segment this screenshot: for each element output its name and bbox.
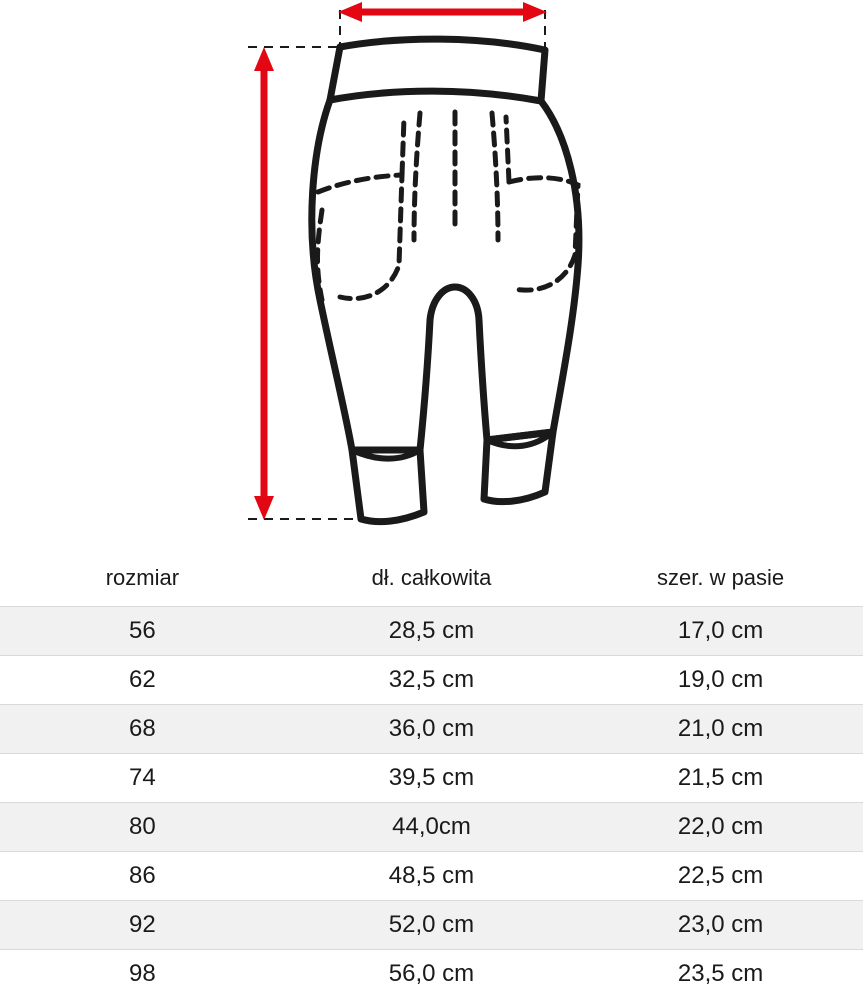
table-row [0,607,863,656]
pocket-stitching [318,112,579,300]
cell-size: 80 [0,803,285,852]
cell-length: 32,5 cm [285,656,578,705]
cell-size: 98 [0,950,285,999]
column-header-waist [578,550,863,607]
cell-waist: 17,0 cm [578,607,863,656]
cell-waist: 21,0 cm [578,705,863,754]
total-length-arrow [254,47,274,520]
cell-size: 92 [0,901,285,950]
column-header-length-label: dł. całkowita [371,565,492,590]
cell-length: 56,0 cm [285,950,578,999]
pants-outline [312,39,579,522]
cell-waist: 22,5 cm [578,852,863,901]
cell-length: 28,5 cm [285,607,578,656]
column-header-size-label: rozmiar [105,565,180,590]
cell-waist: 21,5 cm [578,754,863,803]
waist-width-arrow [338,2,547,22]
cell-waist: 23,0 cm [578,901,863,950]
table-row [0,803,863,852]
table-header-row [0,550,863,607]
cell-size: 74 [0,754,285,803]
size-table-container [0,550,863,998]
cell-size: 68 [0,705,285,754]
cell-length: 44,0cm [285,803,578,852]
column-header-length [285,550,578,607]
cell-length: 36,0 cm [285,705,578,754]
column-header-waist-label: szer. w pasie [657,565,785,590]
column-header-size [0,550,285,607]
table-row [0,754,863,803]
table-row [0,852,863,901]
cell-waist: 22,0 cm [578,803,863,852]
table-row [0,901,863,950]
cell-waist: 19,0 cm [578,656,863,705]
cell-size: 62 [0,656,285,705]
cell-length: 39,5 cm [285,754,578,803]
cell-size: 56 [0,607,285,656]
table-row [0,656,863,705]
cell-waist: 23,5 cm [578,950,863,999]
cell-size: 86 [0,852,285,901]
size-table [0,550,863,998]
cell-length: 52,0 cm [285,901,578,950]
table-row [0,705,863,754]
cell-length: 48,5 cm [285,852,578,901]
table-row [0,950,863,999]
